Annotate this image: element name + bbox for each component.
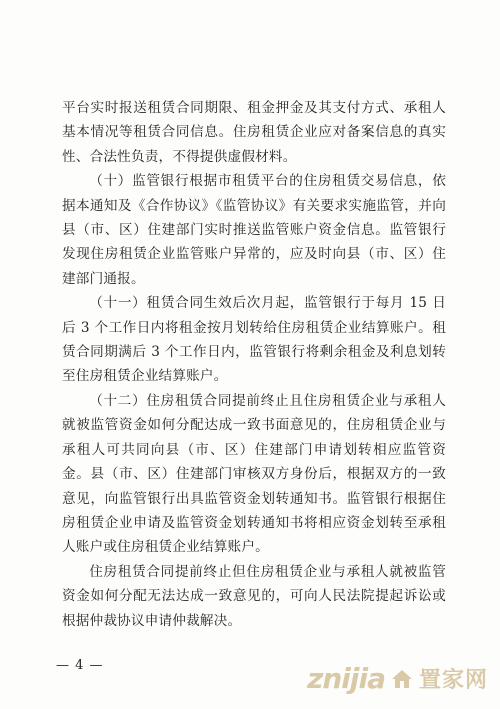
paragraph-item-12: （十二）住房租赁合同提前终止且住房租赁企业与承租人就被监管资金如何分配达成一致书面意见的，住房租赁企业与承租人可共同向县（市、区）住建部门申请划转相应监管资金。县（市、区）住建部门审核双方身份后，根据双方的一致意见，向监管银行出具监管资金划转通知书。监管银行根据住房租赁企业申请及监管资金划转通知书将相应资金划转至承租人账户或住房租赁企业结算账户。	[62, 392, 446, 556]
paragraph-item-11: （十一）租赁合同生效后次月起，监管银行于每月 15 日后 3 个工作日内将租金按月划转给住房租赁企业结算账户。租赁合同期满后 3 个工作日内，监管银行将剩余租金及利息划转至住房租赁企业结算账户。	[62, 295, 446, 385]
paragraph-closing: 住房租赁合同提前终止但住房租赁企业与承租人就被监管资金如何分配无法达成一致意见的，可向人民法院提起诉讼或根据仲裁协议申请仲裁解决。	[62, 563, 446, 629]
watermark-chinese-text: 置家网	[418, 668, 488, 693]
body-text	[62, 96, 446, 633]
page-number: — 4 —	[56, 658, 104, 673]
paragraph-1: 平台实时报送租赁合同期限、租金押金及其支付方式、承租人基本情况等租赁合同信息。住房租赁企业应对备案信息的真实性、合法性负责，不得提供虚假材料。	[62, 100, 446, 165]
watermark-latin-text: znijia	[307, 662, 385, 695]
house-logo-icon	[389, 666, 415, 692]
paragraph-item-10: （十）监管银行根据市租赁平台的住房租赁交易信息，依据本通知及《合作协议》《监管协议》有关要求实施监管，并向县（市、区）住建部门实时推送监管账户资金信息。监管银行发现住房租赁企业监管账户异常的，应及时向县（市、区）住建部门通报。	[62, 173, 446, 287]
site-watermark	[307, 662, 488, 695]
